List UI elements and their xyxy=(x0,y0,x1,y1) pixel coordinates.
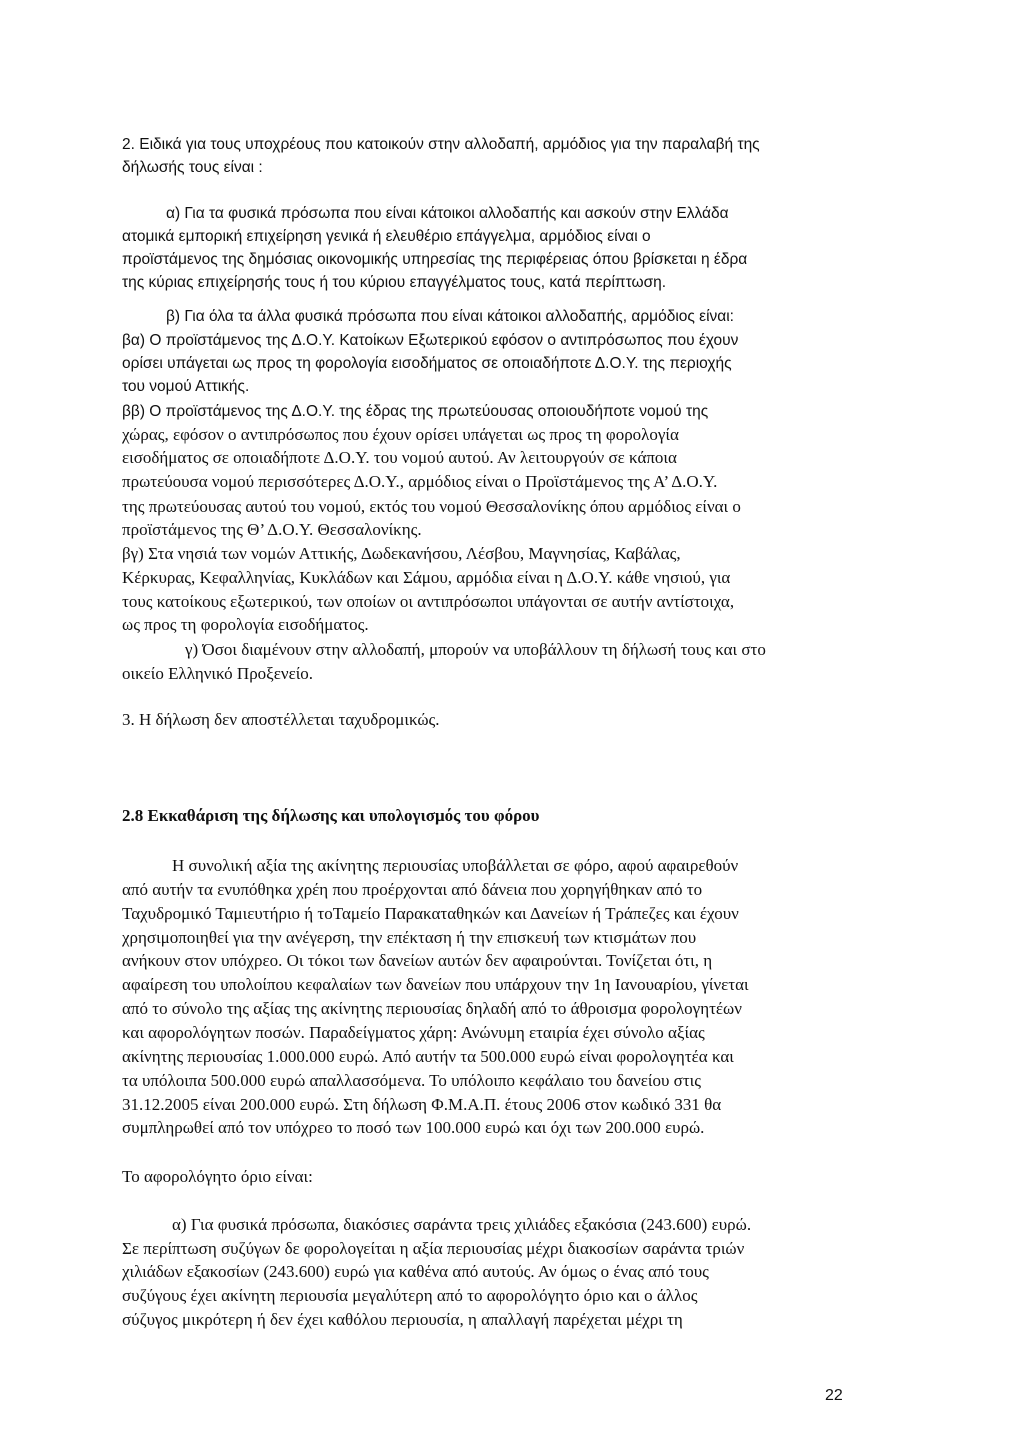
text-line: 2. Ειδικά για τους υποχρέους που κατοικούν στην αλλοδαπή, αρμόδιος για την παραλαβή της xyxy=(122,136,760,153)
text-line: της κύριας επιχείρησής τους ή του κύριου επαγγέλματος τους, κατά περίπτωση. xyxy=(122,274,667,291)
text-line: αφαίρεση του υπολοίπου κεφαλαίων των δανείων που υπάρχουν την 1η Ιανουαρίου, γίνεται xyxy=(122,975,749,994)
text-line: οικείο Ελληνικό Προξενείο. xyxy=(122,664,314,683)
text-line: προϊστάμενος της Θ’ Δ.Ο.Υ. Θεσσαλονίκης. xyxy=(122,520,422,539)
text-line: σύζυγος μικρότερη ή δεν έχει καθόλου περιουσία, η απαλλαγή παρέχεται μέχρι τη xyxy=(122,1310,683,1329)
text-line: ανήκουν στον υπόχρεο. Οι τόκοι των δανείων αυτών δεν αφαιρούνται. Τονίζεται ότι, η xyxy=(122,951,713,970)
text-line: τα υπόλοιπα 500.000 ευρώ απαλλασσόμενα. Το υπόλοιπο κεφάλαιο του δανείου στις xyxy=(122,1071,701,1090)
text-line: 31.12.2005 είναι 200.000 ευρώ. Στη δήλωση Φ.Μ.Α.Π. έτους 2006 στον κωδικό 331 θα xyxy=(122,1095,722,1114)
text-line: Το αφορολόγητο όριο είναι: xyxy=(122,1167,313,1186)
text-line: βα) Ο προϊστάμενος της Δ.Ο.Υ. Κατοίκων Εξωτερικού εφόσον ο αντιπρόσωπος που έχουν xyxy=(122,332,739,349)
text-line: α) Για φυσικά πρόσωπα, διακόσιες σαράντα τρεις χιλιάδες εξακόσια (243.600) ευρώ. xyxy=(172,1215,752,1234)
text-line: ως προς τη φορολογία εισοδήματος. xyxy=(122,615,369,634)
text-line: χιλιάδων εξακοσίων (243.600) ευρώ για καθένα από αυτούς. Αν όμως ο ένας από τους xyxy=(122,1262,709,1281)
text-line: ορίσει υπάγεται ως προς τη φορολογία εισοδήματος σε οποιαδήποτε Δ.Ο.Υ. της περιοχής xyxy=(122,355,732,372)
text-line: της πρωτεύουσας αυτού του νομού, εκτός του νομού Θεσσαλονίκης όπου αρμόδιος είναι ο xyxy=(122,497,741,516)
text-line: συζύγους έχει ακίνητη περιουσία μεγαλύτερη από το αφορολόγητο όριο και ο άλλος xyxy=(122,1286,698,1305)
text-line: Κέρκυρας, Κεφαλληνίας, Κυκλάδων και Σάμου, αρμόδια είναι η Δ.Ο.Υ. κάθε νησιού, για xyxy=(122,568,731,587)
text-line: 3. Η δήλωση δεν αποστέλλεται ταχυδρομικώς. xyxy=(122,710,440,729)
text-line: και αφορολόγητων ποσών. Παραδείγματος χάρη: Ανώνυμη εταιρία έχει σύνολο αξίας xyxy=(122,1023,705,1042)
section-heading: 2.8 Εκκαθάριση της δήλωσης και υπολογισμός του φόρου xyxy=(122,806,540,825)
text-line: α) Για τα φυσικά πρόσωπα που είναι κάτοικοι αλλοδαπής και ασκούν στην Ελλάδα xyxy=(166,205,729,222)
text-line: προϊστάμενος της δημόσιας οικονομικής υπηρεσίας της περιφέρειας όπου βρίσκεται η έδρα xyxy=(122,251,748,268)
text-line: χρησιμοποιηθεί για την ανέγερση, την επέκταση ή την επισκευή των κτισμάτων που xyxy=(122,928,697,947)
text-line: πρωτεύουσα νομού περισσότερες Δ.Ο.Υ., αρμόδιος είναι ο Προϊστάμενος της Α’ Δ.Ο.Υ. xyxy=(122,472,718,491)
text-line: βγ) Στα νησιά των νομών Αττικής, Δωδεκανήσου, Λέσβου, Μαγνησίας, Καβάλας, xyxy=(122,544,681,563)
text-line: δήλωσής τους είναι : xyxy=(122,159,263,176)
text-line: Ταχυδρομικό Ταμιευτήριο ή τοΤαμείο Παρακαταθηκών και Δανείων ή Τράπεζες και έχουν xyxy=(122,904,739,923)
text-line: από αυτήν τα ενυπόθηκα χρέη που προέρχονται από δάνεια που χορηγήθηκαν από το xyxy=(122,880,703,899)
text-line: συμπληρωθεί από τον υπόχρεο το ποσό των 100.000 ευρώ και όχι των 200.000 ευρώ. xyxy=(122,1118,705,1137)
text-line: εισοδήματος σε οποιαδήποτε Δ.Ο.Υ. του νομού αυτού. Αν λειτουργούν σε κάποια xyxy=(122,448,677,467)
text-line: χώρας, εφόσον ο αντιπρόσωπος που έχουν ορίσει υπάγεται ως προς τη φορολογία xyxy=(122,425,679,444)
text-line: Η συνολική αξία της ακίνητης περιουσίας υποβάλλεται σε φόρο, αφού αφαιρεθούν xyxy=(172,856,739,875)
text-line: ακίνητης περιουσίας 1.000.000 ευρώ. Από αυτήν τα 500.000 ευρώ είναι φορολογητέα και xyxy=(122,1047,734,1066)
text-line: ββ) Ο προϊστάμενος της Δ.Ο.Υ. της έδρας της πρωτεύουσας οποιουδήποτε νομού της xyxy=(122,403,709,420)
text-line: τους κατοίκους εξωτερικού, των οποίων οι αντιπρόσωποι υπάγονται σε αυτήν αντίστοιχα, xyxy=(122,592,735,611)
text-line: ατομικά εμπορική επιχείρηση γενικά ή ελευθέριο επάγγελμα, αρμόδιος είναι ο xyxy=(122,228,651,245)
text-line: β) Για όλα τα άλλα φυσικά πρόσωπα που είναι κάτοικοι αλλοδαπής, αρμόδιος είναι: xyxy=(166,308,734,325)
text-line: του νομού Αττικής. xyxy=(122,378,250,395)
text-line: από το σύνολο της αξίας της ακίνητης περιουσίας δηλαδή από το άθροισμα φορολογητέων xyxy=(122,999,742,1018)
page-number: 22 xyxy=(825,1387,843,1404)
text-line: Σε περίπτωση συζύγων δε φορολογείται η αξία περιουσίας μέχρι διακοσίων σαράντα τριών xyxy=(122,1239,745,1258)
text-line: γ) Όσοι διαμένουν στην αλλοδαπή, μπορούν να υποβάλλουν τη δήλωσή τους και στο xyxy=(185,640,766,659)
